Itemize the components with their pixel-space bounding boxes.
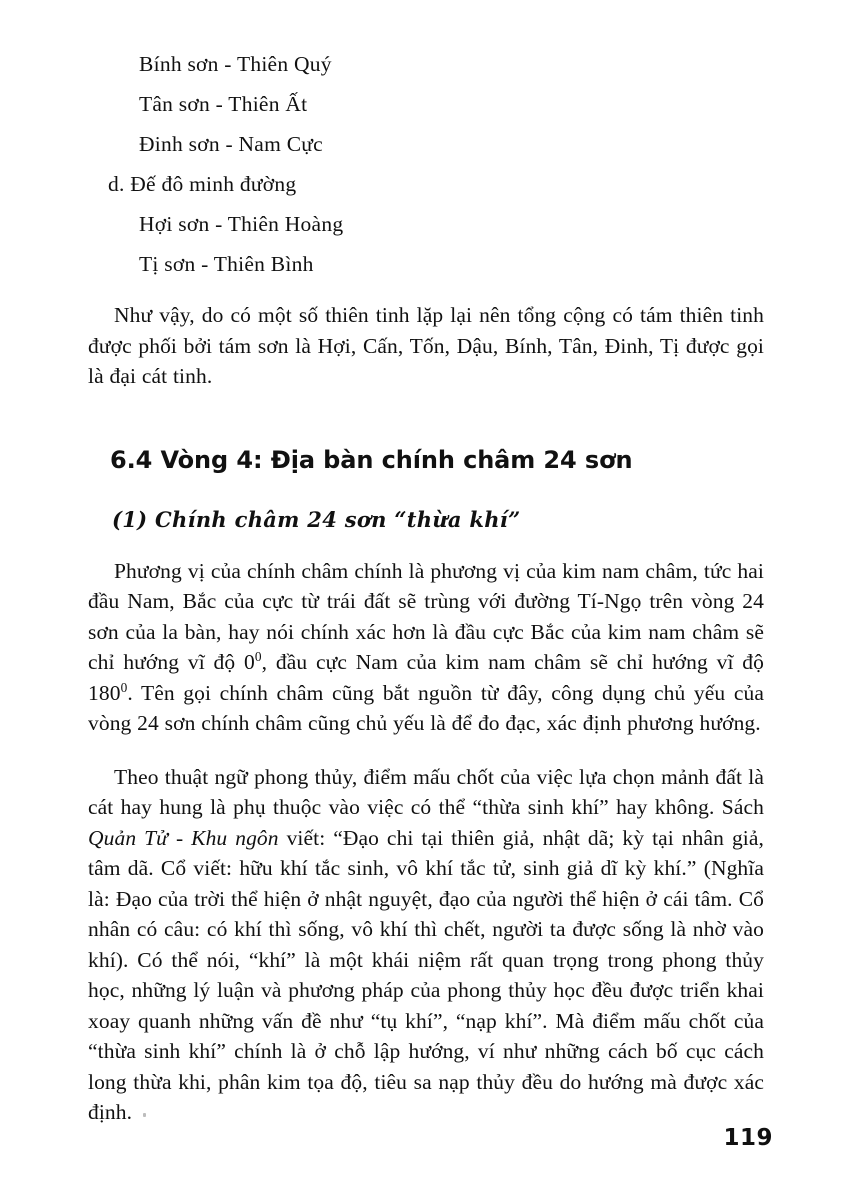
para-a-text-2: , đầu cực Nam của kim nam châm sẽ chỉ hướng vĩ độ: [261, 650, 765, 674]
section-heading-6-4: 6.4 Vòng 4: Địa bàn chính châm 24 sơn: [110, 445, 633, 474]
subsection-heading-1: (1) Chính châm 24 sơn “thừa khí”: [112, 506, 521, 532]
degree-value-0: 0: [244, 650, 255, 674]
paragraph-intro: Như vậy, do có một số thiên tinh lặp lại nên tổng cộng có tám thiên tinh được phối bởi tám sơn là Hợi, Cấn, Tốn, Dậu, Bính, Tân, Đinh, Tị được gọi là đại cát tinh.: [88, 303, 764, 388]
list-item: Đinh sơn - Nam Cực: [139, 132, 323, 156]
mountain-star-list: [88, 44, 764, 284]
paragraph-chinh-cham: [88, 556, 764, 739]
book-title-quan-tu: Quản Tử - Khu ngôn: [88, 825, 279, 850]
list-item: Bính sơn - Thiên Quý: [139, 52, 332, 76]
degree-value-180: 180: [88, 680, 121, 705]
degree-superscript-180: 0: [120, 679, 128, 695]
scan-artifact-speck: [143, 1113, 146, 1117]
para-b-text-2: viết: “Đạo chi tại thiên giả, nhật dã; kỳ tại nhân giả, tâm dã. Cổ viết: hữu khí tắc sinh, vô khí tắc tử, sinh giả dĩ kỳ khí.” (Nghĩa là: Đạo của trời thể hiện ở nhật nguyệt, đạo của người thể hiện ở cái tâm. Cổ nhân có câu: có khí thì sống, vô khí thì chết, người ta được sống là nhờ vào khí). Có thể nói, “khí” là một khái niệm rất quan trọng trong phong thủy học, những lý luận và phương pháp của phong thủy học đều được triển khai xoay quanh những vấn đề như “tụ khí”, “nạp khí”. Mà điểm mấu chốt của “thừa sinh khí” chính là ở chỗ lập hướng, ví như những cách bố cục cách long thừa khi, phân kim tọa độ, tiêu sa nạp thủy đều do hướng mà được xác định.: [88, 825, 764, 1124]
degree-superscript-0: 0: [254, 648, 262, 664]
para-a-text-1: Phương vị của chính châm chính là phương vị của kim nam châm, tức hai đầu Nam, Bắc của cực từ trái đất sẽ trùng với đường Tí-Ngọ trên vòng 24 sơn của la bàn, hay nói chính xác hơn là đầu cực Bắc của kim nam châm sẽ chỉ hướng vĩ độ: [88, 558, 764, 674]
para-b-text-1: Theo thuật ngữ phong thủy, điểm mấu chốt của việc lựa chọn mảnh đất là cát hay hung là phụ thuộc vào việc có thể “thừa sinh khí” hay không. Sách: [88, 764, 764, 819]
page-number: 119: [723, 1125, 773, 1151]
list-item: Tân sơn - Thiên Ất: [139, 92, 308, 116]
list-item: Hợi sơn - Thiên Hoàng: [139, 212, 344, 236]
list-item: Tị sơn - Thiên Bình: [139, 252, 314, 276]
list-item-heading-d: d. Đế đô minh đường: [108, 172, 297, 196]
para-a-text-3: . Tên gọi chính châm cũng bắt nguồn từ đây, công dụng chủ yếu của vòng 24 sơn chính châm cũng chủ yếu là để đo đạc, xác định phương hướng.: [88, 680, 764, 735]
paragraph-thua-sinh-khi: [88, 762, 764, 1128]
content-column: [88, 44, 764, 1128]
